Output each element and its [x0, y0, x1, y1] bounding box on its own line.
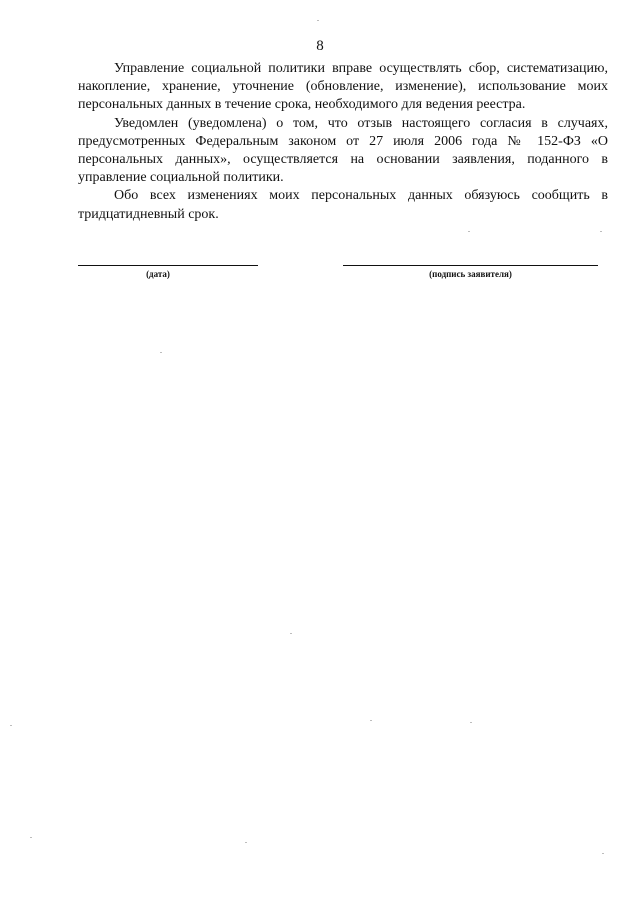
scan-speck — [30, 837, 32, 838]
scan-speck — [468, 231, 470, 232]
paragraph-change-obligation: Обо всех изменениях моих персональных данных обязуюсь сообщить в тридцатидневный срок. — [78, 188, 608, 222]
scan-speck — [370, 720, 372, 721]
scan-speck — [10, 725, 12, 726]
scan-speck — [317, 20, 319, 21]
scan-speck — [290, 633, 292, 634]
signature-caption: (подпись заявителя) — [429, 269, 512, 279]
date-caption: (дата) — [146, 269, 170, 279]
signature-field — [343, 265, 598, 279]
signature-line — [343, 265, 598, 266]
paragraph-processing-rights: Управление социальной политики вправе осуществлять сбор, систематизацию, накопление, хранение, уточнение (обновление, изменение), использование моих персональных данных в течение срока, необходимого для ведения реестра. — [78, 61, 608, 113]
date-line — [78, 265, 258, 266]
consent-text — [78, 60, 608, 224]
date-field — [78, 265, 258, 279]
page-number: 8 — [316, 38, 324, 54]
scan-speck — [160, 352, 162, 353]
scan-speck — [470, 722, 472, 723]
scan-speck — [602, 853, 604, 854]
scan-speck — [600, 231, 602, 232]
paragraph-withdrawal-notice: Уведомлен (уведомлена) о том, что отзыв настоящего согласия в случаях, предусмотренных Федеральным законом от 27 июля 2006 года № 152-ФЗ «О персональных данных», осуществляется на основании заявления, поданного в управление социальной политики. — [78, 115, 608, 186]
scan-speck — [245, 842, 247, 843]
